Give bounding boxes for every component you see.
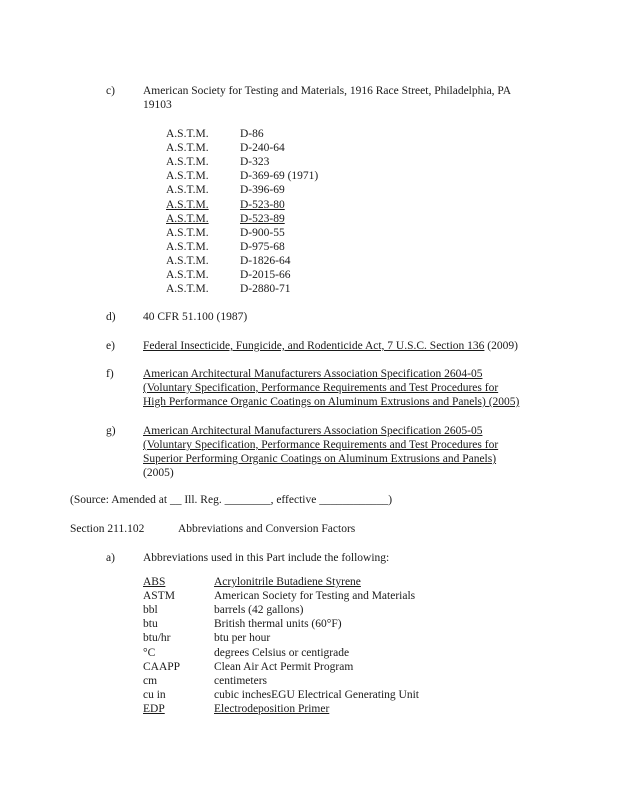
abbreviation-term: EDP: [143, 703, 165, 715]
astm-code: D-2880-71: [240, 283, 291, 295]
abbrev-intro-text: Abbreviations used in this Part include the following:: [143, 552, 390, 564]
abbreviation-term: btu/hr: [143, 632, 171, 644]
item-f-line1: American Architectural Manufacturers Association Specification 2604-05: [143, 368, 483, 380]
astm-org: A.S.T.M.: [166, 283, 209, 295]
astm-code: D-523-80: [240, 199, 285, 211]
astm-org: A.S.T.M.: [166, 255, 209, 267]
astm-code: D-975-68: [240, 241, 285, 253]
astm-org: A.S.T.M.: [166, 241, 209, 253]
abbreviation-definition: Electrodeposition Primer: [214, 703, 330, 715]
item-c-line1: American Society for Testing and Materials, 1916 Race Street, Philadelphia, PA: [143, 85, 512, 97]
abbreviation-definition: centimeters: [214, 675, 268, 687]
astm-org: A.S.T.M.: [166, 128, 209, 140]
section-title: Abbreviations and Conversion Factors: [178, 523, 356, 535]
abbrev-intro-marker: a): [106, 552, 115, 564]
astm-org: A.S.T.M.: [166, 213, 209, 225]
astm-org: A.S.T.M.: [166, 142, 209, 154]
abbreviation-term: CAAPP: [143, 661, 181, 673]
item-d-text: 40 CFR 51.100 (1987): [143, 311, 248, 323]
item-c-marker: c): [106, 85, 115, 97]
abbreviation-term: bbl: [143, 604, 158, 616]
astm-code: D-1826-64: [240, 255, 291, 267]
item-e-text: [143, 339, 518, 353]
source-note: (Source: Amended at __ Ill. Reg. ________, effective ____________): [70, 494, 393, 506]
abbreviation-definition: degrees Celsius or centigrade: [214, 647, 350, 659]
item-g-line1: American Architectural Manufacturers Association Specification 2605-05: [143, 425, 483, 437]
abbreviation-definition: barrels (42 gallons): [214, 604, 304, 616]
astm-org: A.S.T.M.: [166, 184, 209, 196]
item-e-underlined: Federal Insecticide, Fungicide, and Rodenticide Act, 7 U.S.C. Section 136: [143, 340, 485, 352]
astm-code: D-523-89: [240, 213, 285, 225]
astm-code: D-2015-66: [240, 269, 291, 281]
astm-code: D-900-55: [240, 227, 285, 239]
item-e-marker: e): [106, 340, 115, 352]
abbreviation-term: btu: [143, 618, 158, 630]
abbreviation-definition: btu per hour: [214, 632, 271, 644]
item-c-line2: 19103: [143, 99, 172, 111]
abbreviation-term: °C: [143, 647, 156, 659]
astm-code: D-369-69 (1971): [240, 170, 319, 182]
astm-code: D-86: [240, 128, 264, 140]
astm-org: A.S.T.M.: [166, 269, 209, 281]
section-number: Section 211.102: [70, 523, 145, 535]
item-f-marker: f): [106, 368, 114, 380]
astm-org: A.S.T.M.: [166, 156, 209, 168]
astm-org: A.S.T.M.: [166, 227, 209, 239]
abbreviation-definition: Acrylonitrile Butadiene Styrene: [214, 576, 361, 588]
item-g-line4: (2005): [143, 467, 174, 479]
item-e-rest: (2009): [484, 340, 518, 352]
item-d-marker: d): [106, 311, 116, 323]
abbreviation-definition: American Society for Testing and Materials: [214, 590, 416, 602]
abbreviation-definition: Clean Air Act Permit Program: [214, 661, 354, 673]
abbreviation-term: cm: [143, 675, 158, 687]
abbreviation-term: cu in: [143, 689, 166, 701]
item-g-marker: g): [106, 425, 116, 437]
astm-org: A.S.T.M.: [166, 170, 209, 182]
item-g-line2: (Voluntary Specification, Performance Requirements and Test Procedures for: [143, 439, 499, 451]
item-g-line3: Superior Performing Organic Coatings on Aluminum Extrusions and Panels): [143, 453, 497, 465]
abbreviation-definition: British thermal units (60°F): [214, 618, 342, 630]
abbreviation-term: ASTM: [143, 590, 175, 602]
astm-code: D-396-69: [240, 184, 285, 196]
astm-code: D-323: [240, 156, 270, 168]
astm-org: A.S.T.M.: [166, 199, 209, 211]
astm-code: D-240-64: [240, 142, 285, 154]
item-f-line3: High Performance Organic Coatings on Aluminum Extrusions and Panels) (2005): [143, 396, 520, 408]
abbreviation-term: ABS: [143, 576, 166, 588]
item-f-line2: (Voluntary Specification, Performance Requirements and Test Procedures for: [143, 382, 499, 394]
abbreviation-definition: cubic inchesEGU Electrical Generating Unit: [214, 689, 420, 701]
